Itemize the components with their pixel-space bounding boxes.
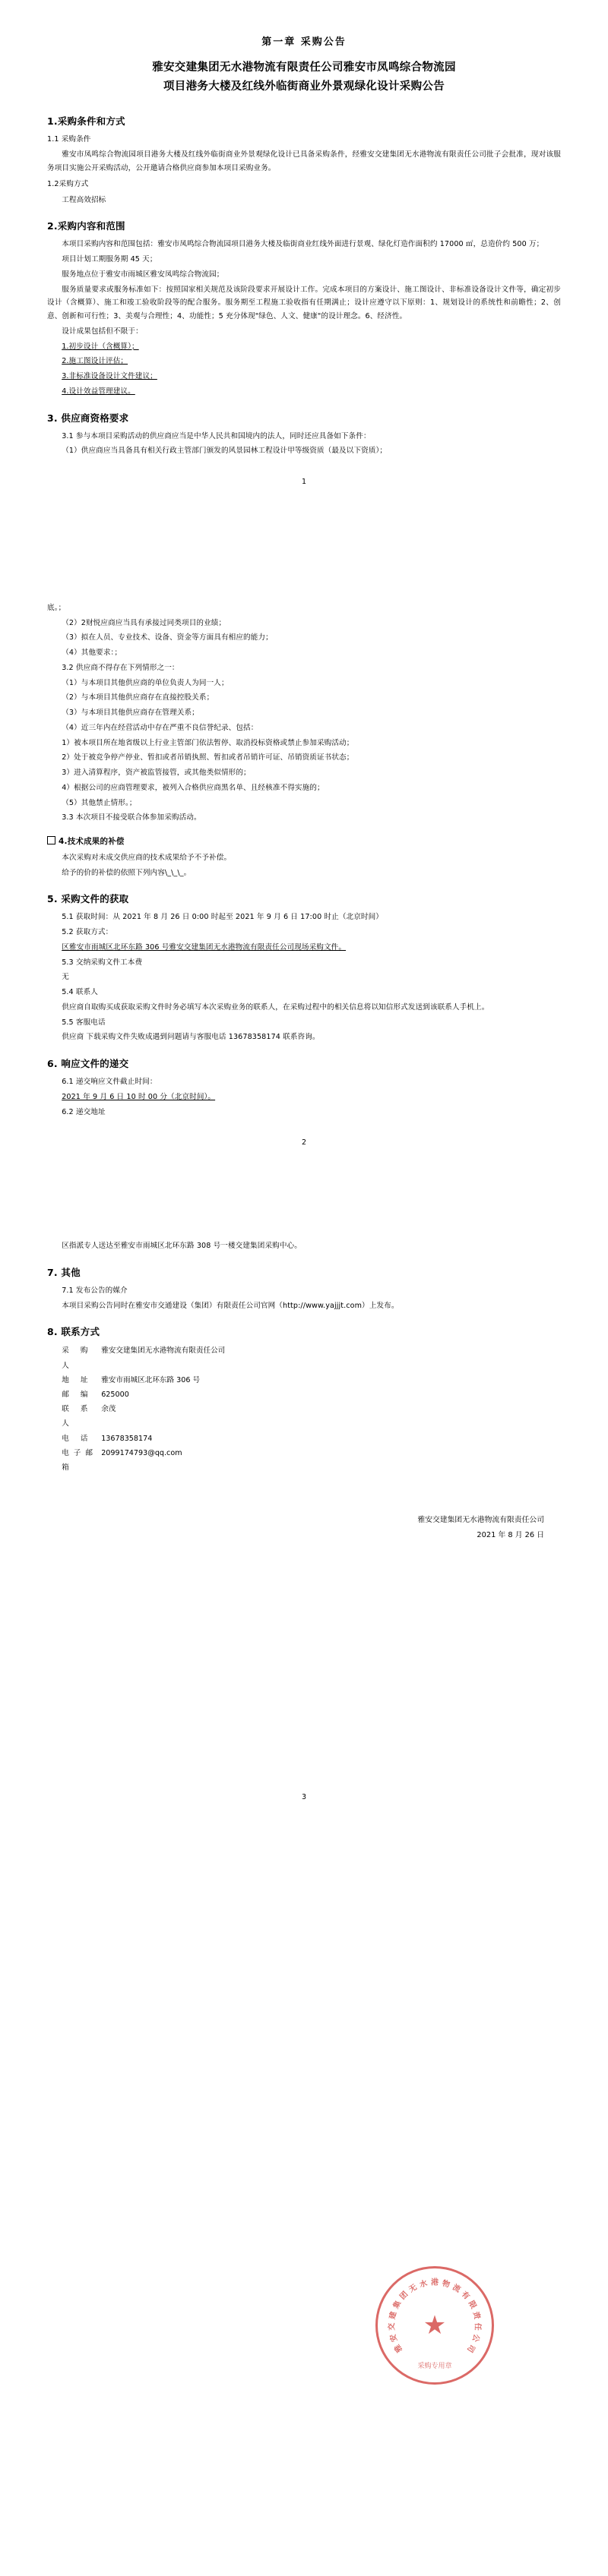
page-break-spacer-1	[47, 486, 561, 600]
contact-key: 采 购 人	[62, 1346, 93, 1370]
doc-title-line-2: 项目港务大楼及红线外临街商业外景观绿化设计采购公告	[163, 80, 445, 93]
section-heading-4	[47, 835, 561, 847]
section-4-paragraph-2: 给予的价的补偿的依照下列内容\_\_\_。	[62, 868, 192, 877]
contact-value: 雅安市雨城区北环东路 306 号	[101, 1375, 201, 1384]
section-2-deliverable-4: 4.设计效益管理建议。	[62, 387, 135, 396]
seal-star-icon: ★	[423, 2310, 447, 2341]
section-2-deliverable-1: 1.初步设计（含概算）；	[62, 342, 139, 351]
section-3-paragraph-8: （2）与本项目其他供应商存在直接控股关系；	[62, 693, 214, 702]
signature-org: 雅安交建集团无水港物流有限责任公司	[417, 1516, 544, 1525]
chapter-title: 第一章 采购公告	[261, 36, 347, 48]
section-3-paragraph-9: （3）与本项目其他供应商存在管理关系；	[62, 709, 199, 718]
section-3-paragraph-4: （3）拟在人员、专业技术、设备、资金等方面具有相应的能力；	[62, 633, 273, 642]
signature-block	[47, 1513, 561, 1542]
section-1-sub-heading-2: 1.2采购方式	[47, 179, 89, 188]
section-3-paragraph-5: （4）其他要求：；	[62, 649, 122, 658]
contact-row	[62, 1343, 561, 1372]
section-3-paragraph-2-cont: 底。；	[47, 603, 66, 612]
contact-value: 余茂	[101, 1405, 116, 1414]
contact-row	[62, 1432, 561, 1446]
contact-key: 电子邮箱	[62, 1448, 97, 1472]
section-1-sub-paragraph-2: 工程高效招标	[62, 195, 106, 204]
page-number-2: 2	[301, 1138, 307, 1148]
section-2-deliverable-2: 2.施工图设计评估；	[62, 357, 128, 366]
official-seal-stamp	[375, 2266, 494, 2385]
section-2-deliverable-3: 3.非标准设备设计文件建议；	[62, 372, 157, 381]
section-3-paragraph-10: （4）近三年内在经营活动中存在严重不良信誉纪录、包括：	[62, 723, 258, 732]
section-heading-7: 7. 其他	[47, 1267, 81, 1278]
doc-title-line-1: 雅安交建集团无水港物流有限责任公司雅安市凤鸣综合物流园	[152, 62, 456, 74]
section-3-paragraph-1: 3.1 参与本项目采购活动的供应商应当是中华人民共和国境内的法人，同时还应具备如下条件：	[62, 431, 371, 440]
page-number-1: 1	[301, 477, 307, 486]
section-5-paragraph-4: 5.3 交纳采购文件工本费	[62, 958, 143, 967]
section-3-paragraph-13: 3）进入清算程序，资产被监管接管，或其他类似情形的；	[62, 769, 251, 778]
contact-key: 联 系 人	[62, 1405, 93, 1428]
contact-value: 13678358174	[101, 1434, 153, 1443]
section-5-paragraph-3: 区雅安市雨城区北环东路 306 号雅安交建集团无水港物流有限责任公司现场采购文件。	[62, 942, 347, 952]
contact-value: 625000	[101, 1391, 129, 1400]
section-2-paragraph-4: 服务质量要求或服务标准如下：按照国家相关规范及该阶段要求开展设计工作。完成本项目的方案设计、施工图设计、非标准设备设计文件等，确定初步设计（含概算）、施工和竣工验收阶段等的配合服务。服务期至工程施工验收指有任期满止；设计应遵守以下原则：1、规划设计的系统性和前瞻性；2、创意、创新和可行性；3、美观与合理性；4、功能性；5 充分体现"绿色、人文、健康"的设计理念。6、经济性。	[47, 285, 561, 321]
section-3-paragraph-15: （5）其他禁止情形。；	[62, 798, 137, 807]
contact-value: 2099174793@qq.com	[101, 1448, 182, 1457]
section-3-paragraph-12: 2）处于被竞争停产停业、暂扣或者吊销执照、暂扣或者吊销许可证、吊销资质证书状态；	[62, 753, 354, 762]
section-7-paragraph-2: 本项目采购公告同时在雅安市交通建设（集团）有限责任公司官网（http://www.yajjjt.com）上发布。	[62, 1301, 399, 1310]
section-1-paragraph-1: 雅安市凤鸣综合物流园项目港务大楼及红线外临街商业外景观绿化设计已具备采购条件，经雅安交建集团无水港物流有限责任公司批子会批准，现对该服务项目实施公开采购活动，公开邀请合格供应商参加本项目采购业务。	[47, 150, 561, 173]
section-1-sub-heading: 1.1 采购条件	[47, 134, 91, 144]
section-6-paragraph-1: 6.1 递交响应文件截止时间：	[62, 1078, 157, 1087]
contact-row	[62, 1402, 561, 1431]
section-5-paragraph-1: 5.1 获取时间：从 2021 年 8 月 26 日 0:00 时起至 2021 年 9 月 6 日 17:00 时止（北京时间）	[62, 913, 383, 922]
contact-key: 地 址	[62, 1375, 93, 1384]
section-4-paragraph-1: 本次采购对未成交供应商的技术成果给予不予补偿。	[62, 853, 232, 862]
section-6-paragraph-2: 2021 年 9 月 6 日 10 时 00 分（北京时间）。	[62, 1092, 216, 1101]
section-2-paragraph-5: 设计成果包括但不限于：	[62, 327, 143, 336]
section-5-paragraph-9: 供应商 下载采购文件失败成遇到问题请与客服电话 13678358174 联系咨询。	[62, 1033, 320, 1042]
page-break-spacer-2	[47, 1147, 561, 1238]
section-5-paragraph-5: 无	[62, 973, 69, 982]
contact-row	[62, 1373, 561, 1387]
section-heading-2: 2.采购内容和范围	[47, 220, 125, 232]
section-3-paragraph-14: 4）根据公司的应商管理要求，被列入合格供应商黑名单、且经核准不得实施的；	[62, 783, 325, 792]
doc-title	[47, 58, 561, 97]
seal-bottom-text: 采购专用章	[417, 2363, 452, 2370]
section-6-paragraph-3: 6.2 递交地址	[62, 1107, 106, 1116]
document-page	[0, 33, 608, 2370]
seal-ring-text: 雅 安 交 建 集 团 无 水 港 物 流 有 限 责 任 公 司	[388, 2278, 482, 2354]
section-2-paragraph-2: 项目计划工期服务期 45 天；	[62, 255, 157, 264]
contact-row	[62, 1387, 561, 1402]
section-2-paragraph-1: 本项目采购内容和范围包括：雅安市凤鸣综合物流园项目港务大楼及临街商业红线外面进行景观、绿化灯造作面积约 17000 ㎡，总造价约 500 万；	[62, 240, 544, 249]
mid-note: 区指派专人送达至雅安市雨城区北环东路 308 号一楼交建集团采购中心。	[62, 1242, 302, 1251]
sheet-1	[0, 33, 608, 1817]
section-7-paragraph-1: 7.1 发布公告的媒介	[62, 1286, 128, 1295]
contact-key: 电 话	[62, 1434, 93, 1443]
section-2-paragraph-3: 服务地点位于雅安市雨城区雅安凤鸣综合物流园；	[62, 270, 224, 279]
contact-row	[62, 1446, 561, 1475]
page-number-3: 3	[301, 1793, 307, 1802]
section-3-paragraph-3: （2）2财悦应商应当具有承接过同类项目的业绩；	[62, 618, 226, 627]
section-3-paragraph-6: 3.2 供应商不得存在下列情形之一：	[62, 663, 179, 672]
section-heading-6: 6. 响应文件的递交	[47, 1058, 129, 1070]
section-heading-1: 1.采购条件和方式	[47, 115, 125, 127]
contact-table	[62, 1343, 561, 1475]
section-heading-8: 8. 联系方式	[47, 1326, 100, 1338]
tail-spacer	[47, 1542, 561, 1770]
section-5-paragraph-7: 供应商自取购买成获取采购文件时务必填写本次采购业务的联系人，在采购过程中的相关信息将以知信形式发送到该联系人手机上。	[62, 1002, 489, 1012]
section-3-paragraph-16: 3.3 本次项目不接受联合体参加采购活动。	[62, 813, 201, 822]
section-3-paragraph-11: 1）被本项目所在地省级以上行业主管部门依法暂停、取消投标资格或禁止参加采购活动；	[62, 738, 354, 747]
section-3-paragraph-7: （1）与本项目其他供应商的单位负责人为同一人；	[62, 678, 229, 687]
section-heading-5: 5. 采购文件的获取	[47, 893, 129, 905]
section-heading-3: 3. 供应商资格要求	[47, 412, 129, 424]
section-5-paragraph-2: 5.2 获取方式：	[62, 928, 113, 937]
checkbox-icon[interactable]	[47, 836, 55, 844]
section-5-paragraph-8: 5.5 客服电话	[62, 1018, 106, 1027]
contact-key: 邮 编	[62, 1391, 93, 1400]
section-3-paragraph-2: （1）供应商应当具备具有相关行政主管部门颁发的风景园林工程设计甲等级资质（最及以下资质）；	[62, 447, 388, 456]
contact-value: 雅安交建集团无水港物流有限责任公司	[101, 1346, 226, 1356]
section-5-paragraph-6: 5.4 联系人	[62, 988, 98, 997]
section-4-heading-label: 4.技术成果的补偿	[59, 836, 125, 846]
signature-date: 2021 年 8 月 26 日	[477, 1530, 544, 1539]
